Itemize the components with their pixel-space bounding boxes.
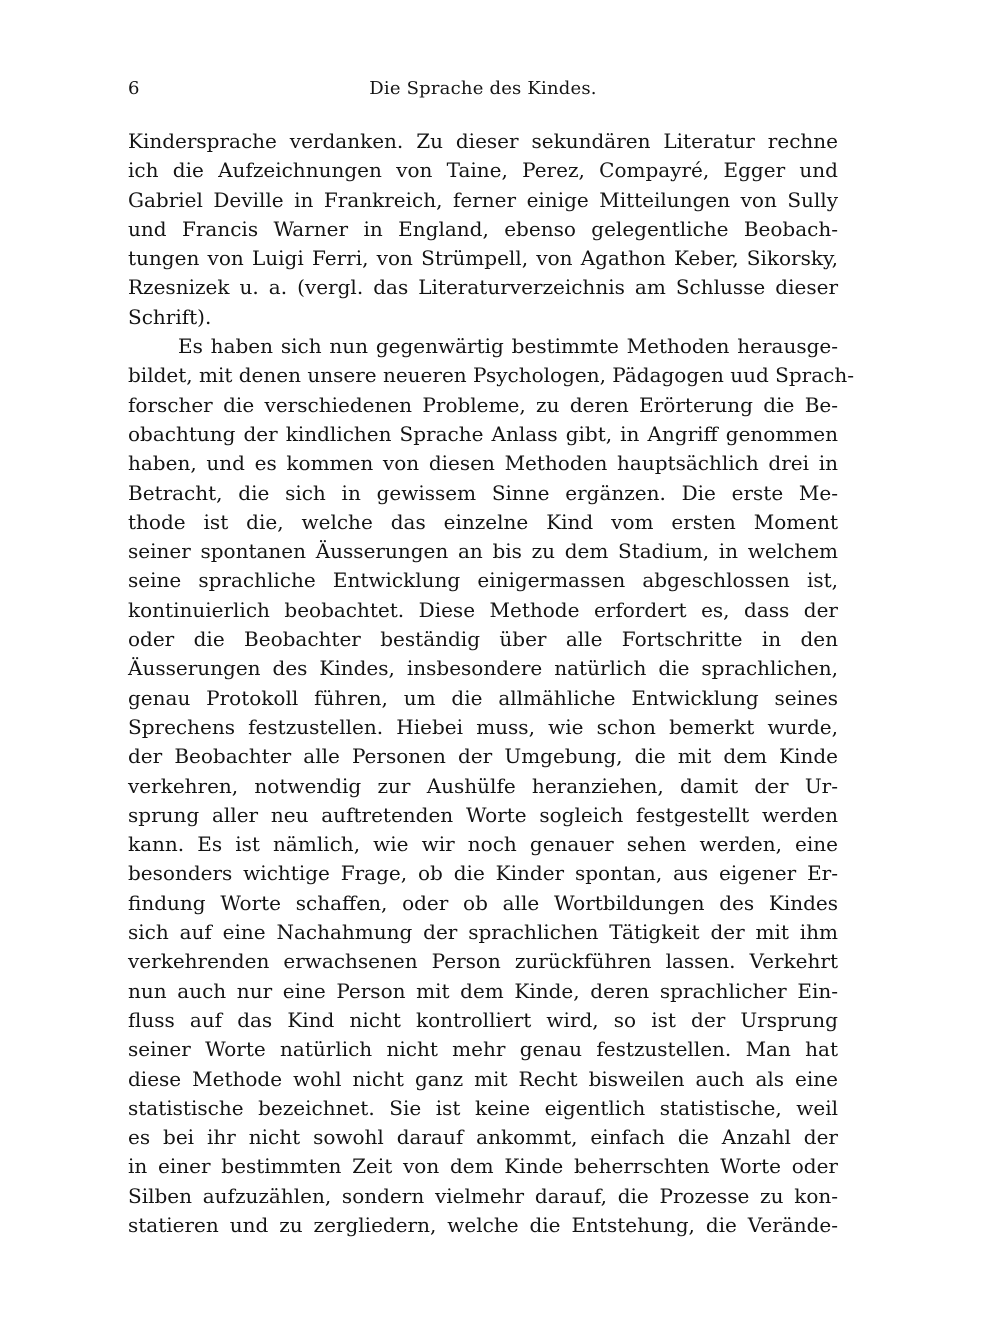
- text-line: Gabriel Deville in Frankreich, ferner einige Mitteilungen von Sully: [128, 187, 838, 212]
- text-line: diese Methode wohl nicht ganz mit Recht bisweilen auch als eine: [128, 1066, 838, 1091]
- text-line: haben, und es kommen von diesen Methoden hauptsächlich drei in: [128, 451, 838, 476]
- text-line: Sprechens festzustellen. Hiebei muss, wie schon bemerkt wurde,: [128, 714, 838, 739]
- page-header: [128, 78, 838, 102]
- text-line: thode ist die, welche das einzelne Kind vom ersten Moment: [128, 509, 838, 534]
- text-line: Betracht, die sich in gewissem Sinne ergänzen. Die erste Me-: [128, 480, 838, 505]
- text-line: sich auf eine Nachahmung der sprachlichen Tätigkeit der mit ihm: [128, 920, 838, 945]
- text-line: forscher die verschiedenen Probleme, zu deren Erörterung die Be-: [128, 392, 838, 417]
- text-line: Kindersprache verdanken. Zu dieser sekundären Literatur rechne: [128, 129, 838, 153]
- text-line: Schrift).: [128, 304, 212, 329]
- text-line: kann. Es ist nämlich, wie wir noch genauer sehen werden, eine: [128, 832, 838, 857]
- text-line: bildet, mit denen unsere neueren Psychologen, Pädagogen uud Sprach-: [128, 363, 854, 388]
- running-title: Die Sprache des Kindes.: [369, 78, 597, 99]
- text-line: seiner spontanen Äusserungen an bis zu dem Stadium, in welchem: [128, 539, 838, 564]
- text-line: nun auch nur eine Person mit dem Kinde, deren sprachlicher Ein-: [128, 978, 838, 1003]
- text-line: Silben aufzuzählen, sondern vielmehr darauf, die Prozesse zu kon-: [128, 1183, 838, 1208]
- text-line: findung Worte schaffen, oder ob alle Wortbildungen des Kindes: [128, 890, 838, 915]
- text-line: seiner Worte natürlich nicht mehr genau festzustellen. Man hat: [128, 1037, 838, 1062]
- text-line: seine sprachliche Entwicklung einigermassen abgeschlossen ist,: [128, 568, 838, 593]
- text-line: Es haben sich nun gegenwärtig bestimmte Methoden herausge-: [178, 334, 838, 359]
- text-line: verkehren, notwendig zur Aushülfe heranziehen, damit der Ur-: [128, 773, 838, 798]
- text-line: Rzesnizek u. a. (vergl. das Literaturverzeichnis am Schlusse dieser: [128, 275, 838, 300]
- text-line: fluss auf das Kind nicht kontrolliert wird, so ist der Ursprung: [128, 1007, 838, 1032]
- text-line: der Beobachter alle Personen der Umgebung, die mit dem Kinde: [128, 744, 838, 769]
- text-line: verkehrenden erwachsenen Person zurückführen lassen. Verkehrt: [128, 949, 838, 974]
- text-line: genau Protokoll führen, um die allmähliche Entwicklung seines: [128, 685, 838, 710]
- text-line: statieren und zu zergliedern, welche die Entstehung, die Verände-: [128, 1212, 838, 1237]
- text-line: es bei ihr nicht sowohl darauf ankommt, einfach die Anzahl der: [128, 1125, 838, 1150]
- text-line: sprung aller neu auftretenden Worte sogleich festgestellt werden: [128, 802, 838, 827]
- text-line: statistische bezeichnet. Sie ist keine eigentlich statistische, weil: [128, 1095, 838, 1120]
- text-line: Äusserungen des Kindes, insbesondere natürlich die sprachlichen,: [128, 656, 838, 681]
- body-text: [128, 127, 854, 1240]
- text-line: oder die Beobachter beständig über alle Fortschritte in den: [128, 627, 838, 652]
- text-line: tungen von Luigi Ferri, von Strümpell, von Agathon Keber, Sikorsky,: [128, 246, 838, 271]
- page-number: 6: [128, 78, 140, 99]
- text-line: ich die Aufzeichnungen von Taine, Perez, Compayré, Egger und: [128, 158, 838, 183]
- text-line: in einer bestimmten Zeit von dem Kinde beherrschten Worte oder: [128, 1154, 838, 1179]
- text-line: und Francis Warner in England, ebenso gelegentliche Beobach-: [128, 216, 838, 241]
- text-line: besonders wichtige Frage, ob die Kinder spontan, aus eigener Er-: [128, 861, 838, 886]
- text-line: kontinuierlich beobachtet. Diese Methode erfordert es, dass der: [128, 597, 838, 622]
- text-line: obachtung der kindlichen Sprache Anlass gibt, in Angriff genommen: [128, 421, 838, 446]
